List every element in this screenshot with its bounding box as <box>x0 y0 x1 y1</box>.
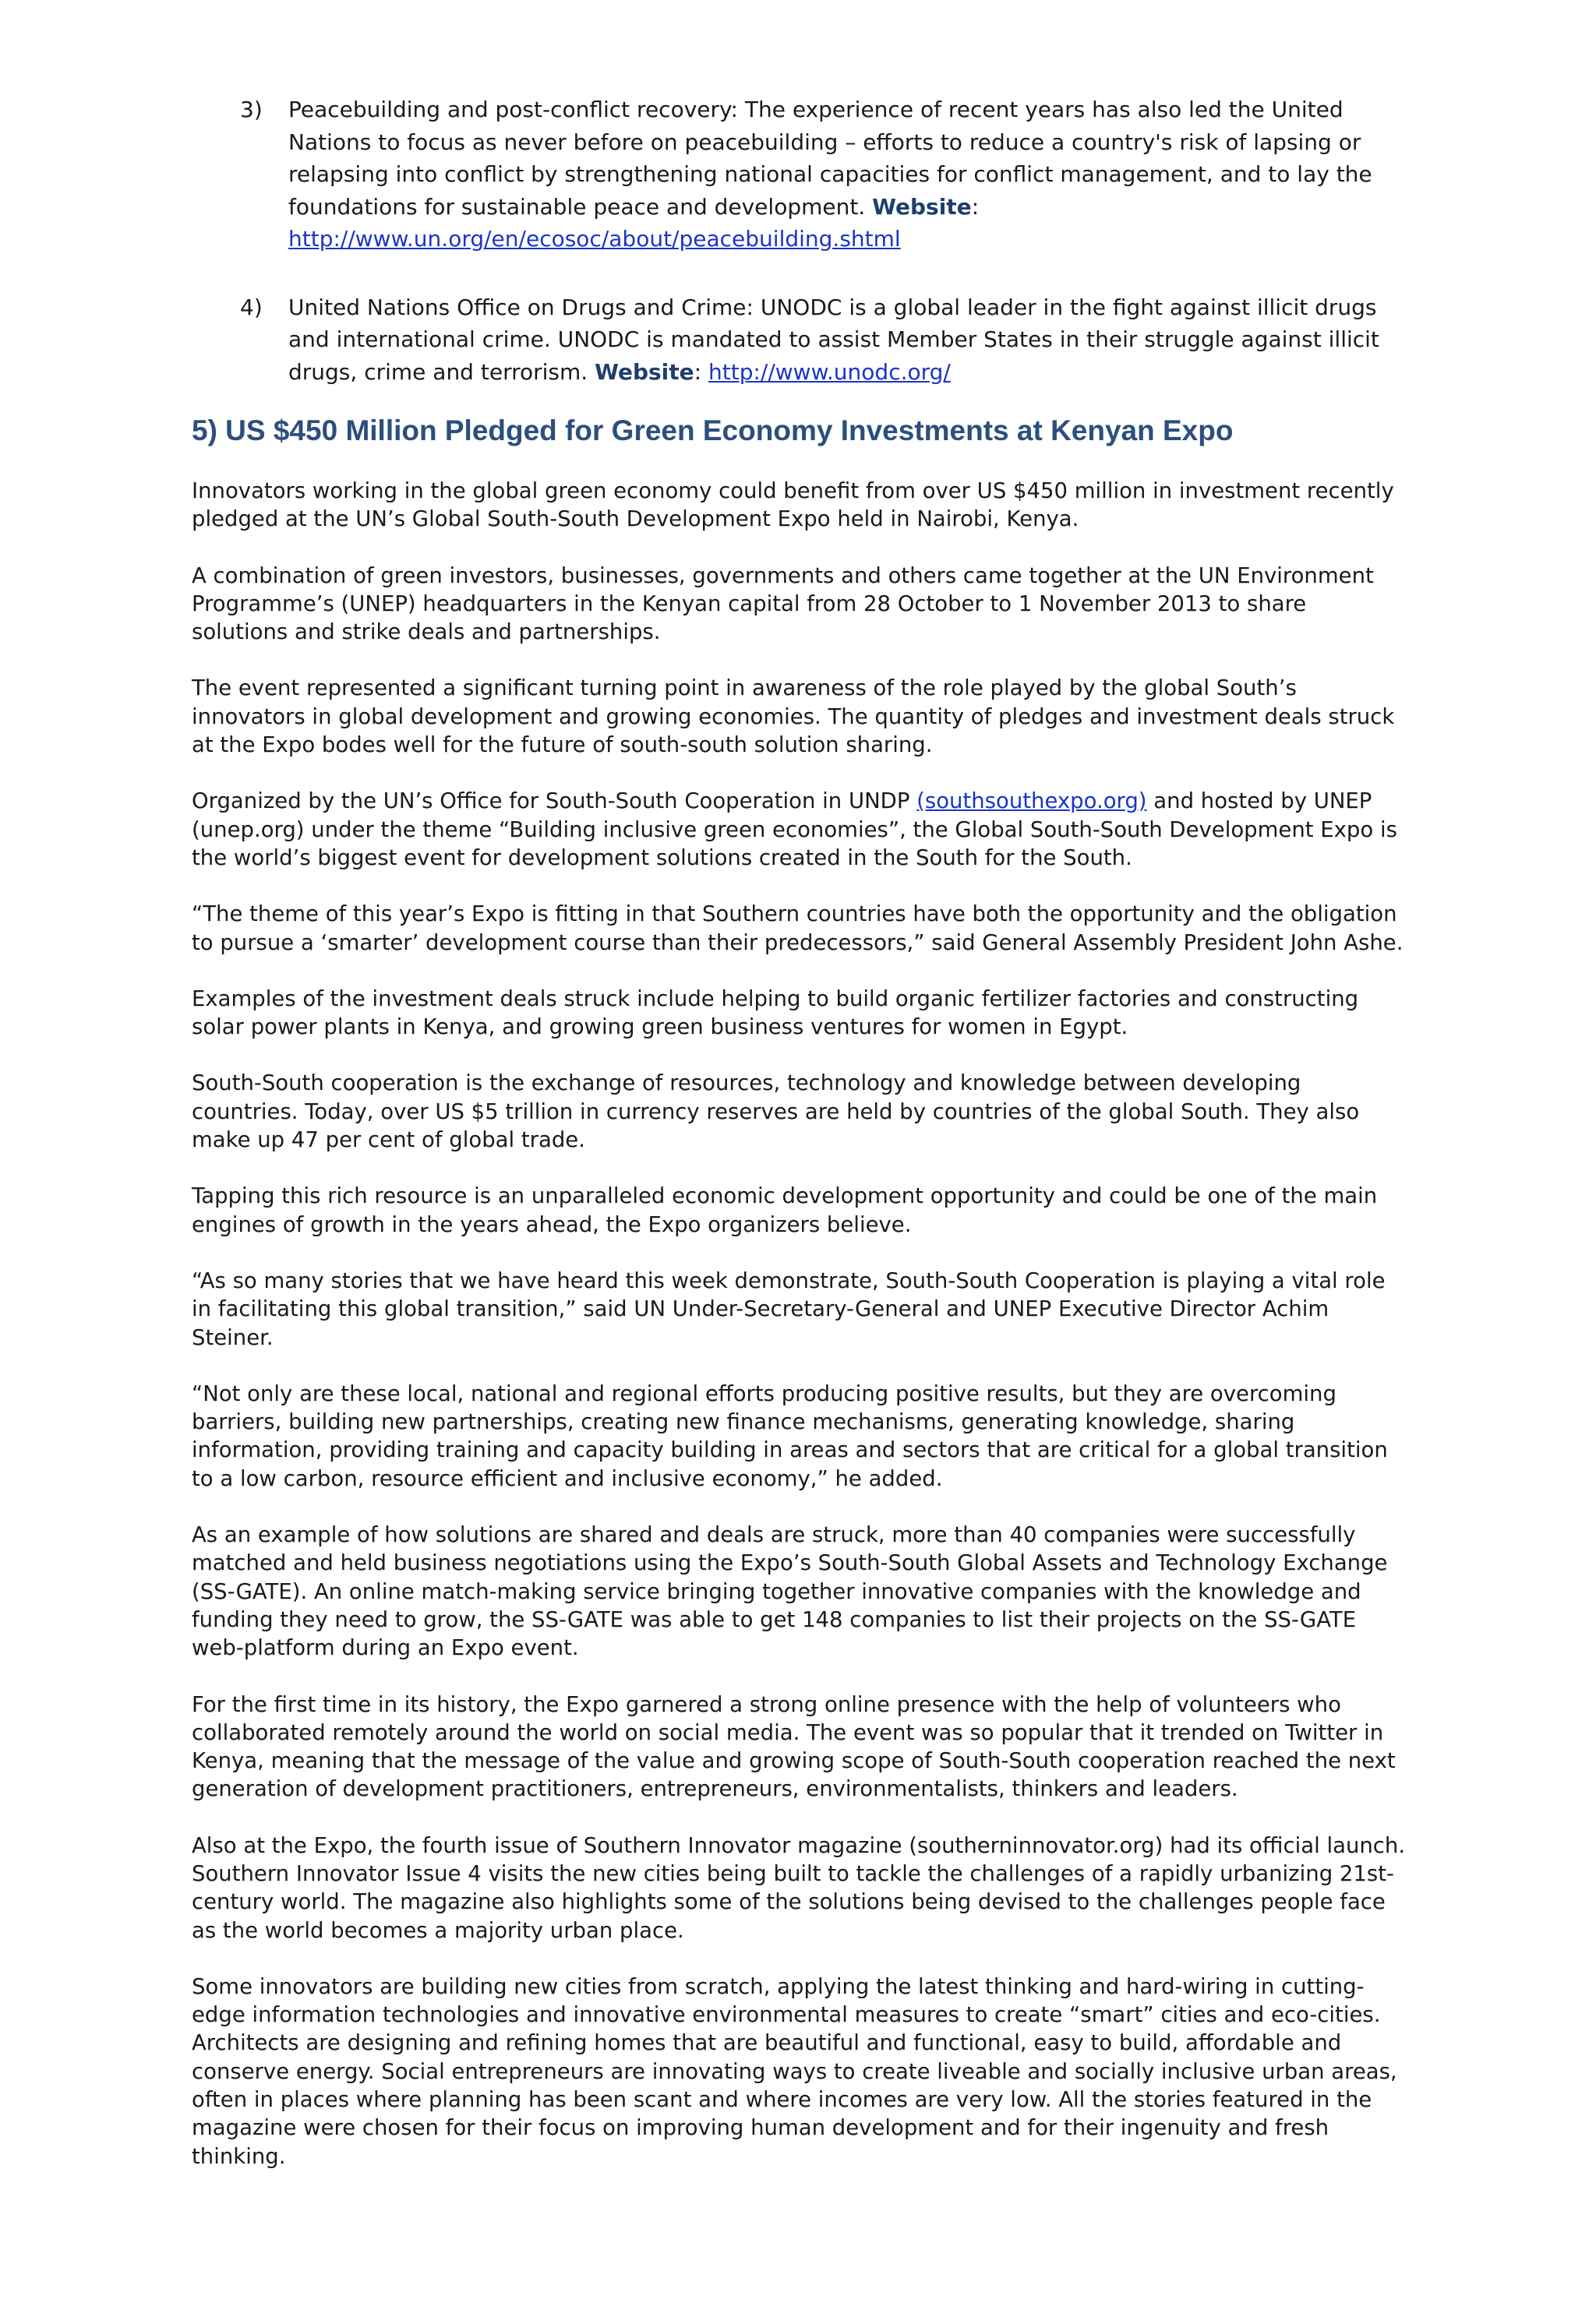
list-number: 3) <box>240 97 263 122</box>
list-text <box>288 291 1401 389</box>
paragraph: “Not only are these local, national and regional efforts producing positive results, but they are overcoming barriers, building new partnerships, creating new finance mechanisms, generating knowledge, sharing information, providing training and capacity building in areas and sectors that are critical for a global transition to a low carbon, resource efficient and inclusive economy,” he added. <box>192 1381 1388 1491</box>
article-heading: 5) US $450 Million Pledged for Green Economy Investments at Kenyan Expo <box>192 414 1234 446</box>
southsouthexpo-link[interactable]: (southsouthexpo.org) <box>916 788 1147 814</box>
paragraph-text: Organized by the UN’s Office for South-South Cooperation in UNDP <box>192 788 917 814</box>
list-item-body: United Nations Office on Drugs and Crime: UNODC is a global leader in the fight against illicit drugs and international crime. UNODC is mandated to assist Member States in their struggle against illicit drugs, crime and terrorism. <box>288 294 1379 385</box>
unodc-link[interactable]: http://www.unodc.org/ <box>708 358 951 385</box>
list-item-body: Peacebuilding and post-conflict recovery: The experience of recent years has also led the United Nations to focus as never before on peacebuilding – efforts to reduce a country's risk of lapsing or relapsing into conflict by strengthening national capacities for conflict management, and to lay the foundations for sustainable peace and development. <box>288 97 1372 220</box>
list-item <box>240 93 1401 256</box>
paragraph: Also at the Expo, the fourth issue of Southern Innovator magazine (southerninnovator.org) had its official launch. Southern Innovator Issue 4 visits the new cities being built to tackle the challenges of a rapidly urbanizing 21st-century world. The magazine also highlights some of the solutions being devised to the challenges people face as the world becomes a majority urban place. <box>192 1832 1406 1943</box>
paragraph: Examples of the investment deals struck include helping to build organic fertilizer factories and constructing solar power plants in Kenya, and growing green business ventures for women in Egypt. <box>192 986 1359 1040</box>
paragraph: South-South cooperation is the exchange of resources, technology and knowledge between developing countries. Today, over US $5 trillion in currency reserves are held by countries of the global South. They also make up 47 per cent of global trade. <box>192 1070 1360 1153</box>
article-body <box>192 477 1407 2199</box>
paragraph: For the first time in its history, the Expo garnered a strong online presence with the help of volunteers who collaborated remotely around the world on social media. The event was so popular that it trended on Twitter in Kenya, meaning that the message of the value and growing scope of South-South cooperation reached the next generation of development practitioners, entrepreneurs, environmentalists, thinkers and leaders. <box>192 1691 1396 1802</box>
list-text <box>288 93 1401 256</box>
website-label: Website <box>872 193 972 220</box>
paragraph-text: and hosted by UNEP (unep.org) under the theme “Building inclusive green economies”, the Global South-South Development Expo is the world’s biggest event for development solutions created in the South for the South. <box>192 788 1397 870</box>
paragraph: Some innovators are building new cities from scratch, applying the latest thinking and hard-wiring in cutting-edge information technologies and innovative environmental measures to create “smart” cities and eco-cities. Architects are designing and refining homes that are beautiful and functional, easy to build, affordable and conserve energy. Social entrepreneurs are innovating ways to create liveable and socially inclusive urban areas, often in places where planning has been scant and where incomes are very low. All the stories featured in the magazine were chosen for their focus on improving human development and for their ingenuity and fresh thinking. <box>192 1973 1397 2169</box>
website-label: Website <box>595 358 694 385</box>
paragraph: Tapping this rich resource is an unparalleled economic development opportunity and could be one of the main engines of growth in the years ahead, the Expo organizers believe. <box>192 1183 1378 1237</box>
paragraph: “The theme of this year’s Expo is fitting in that Southern countries have both the opportunity and the obligation to pursue a ‘smarter’ development course than their predecessors,” said General Assembly President John Ashe. <box>192 901 1404 955</box>
paragraph: The event represented a significant turning point in awareness of the role played by the global South’s innovators in global development and growing economies. The quantity of pledges and investment deals struck at the Expo bodes well for the future of south-south solution sharing. <box>192 675 1395 758</box>
peacebuilding-link[interactable]: http://www.un.org/en/ecosoc/about/peacebuilding.shtml <box>288 226 901 252</box>
separator: : <box>694 358 708 385</box>
paragraph: Innovators working in the global green economy could benefit from over US $450 million in investment recently pledged at the UN’s Global South-South Development Expo held in Nairobi, Kenya. <box>192 478 1394 532</box>
paragraph: As an example of how solutions are shared and deals are struck, more than 40 companies were successfully matched and held business negotiations using the Expo’s South-South Global Assets and Technology Exchange (SS-GATE). An online match-making service bringing together innovative companies with the knowledge and funding they need to grow, the SS-GATE was able to get 148 companies to list their projects on the SS-GATE web-platform during an Expo event. <box>192 1522 1388 1661</box>
paragraph: A combination of green investors, businesses, governments and others came together at the UN Environment Programme’s (UNEP) headquarters in the Kenyan capital from 28 October to 1 November 2013 to share solutions and strike deals and partnerships. <box>192 562 1374 645</box>
paragraph: “As so many stories that we have heard this week demonstrate, South-South Cooperation is playing a vital role in facilitating this global transition,” said UN Under-Secretary-General and UNEP Executive Director Achim Steiner. <box>192 1268 1386 1350</box>
separator: : <box>971 193 980 220</box>
organization-list <box>240 93 1401 424</box>
list-item <box>240 291 1401 389</box>
list-number: 4) <box>240 294 263 320</box>
paragraph <box>192 787 1407 872</box>
